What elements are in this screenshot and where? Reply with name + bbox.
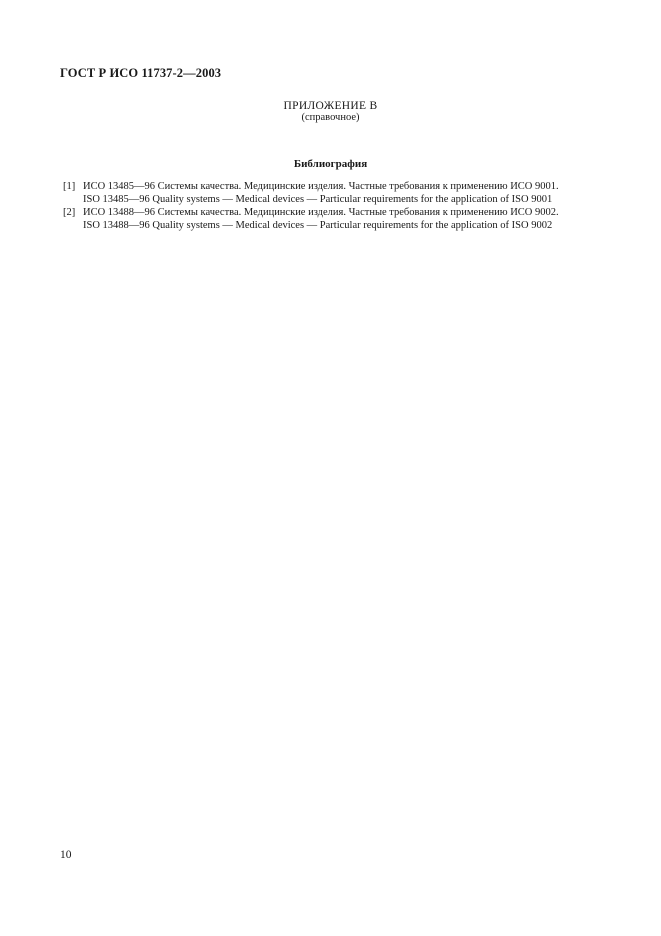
bibliography-item [63,206,623,232]
annex-title: ПРИЛОЖЕНИЕ В [283,100,378,112]
annex-heading [0,100,661,124]
annex-subtitle: (справочное) [301,112,360,123]
bibliography-item [63,180,623,206]
bibliography-item-russian-line: ИСО 13488—96 Системы качества. Медицинские изделия. Частные требования к применению ИСО 9002. [83,207,559,218]
bibliography-title: Библиография [293,158,368,170]
bibliography-list [63,180,623,232]
bibliography-item-text [83,180,623,206]
bibliography-item-number: [2] [63,207,76,218]
bibliography-item-number: [1] [63,181,76,192]
bibliography-item-english-line: ISO 13485—96 Quality systems — Medical devices — Particular requirements for the application of ISO 9001 [83,194,553,205]
page-number: 10 [60,849,72,861]
bibliography-item-english-line: ISO 13488—96 Quality systems — Medical devices — Particular requirements for the application of ISO 9002 [83,220,553,231]
bibliography-item-russian-line: ИСО 13485—96 Системы качества. Медицинские изделия. Частные требования к применению ИСО 9001. [83,181,559,192]
bibliography-item-text [83,206,623,232]
standard-code-header: ГОСТ Р ИСО 11737-2—2003 [60,66,222,80]
